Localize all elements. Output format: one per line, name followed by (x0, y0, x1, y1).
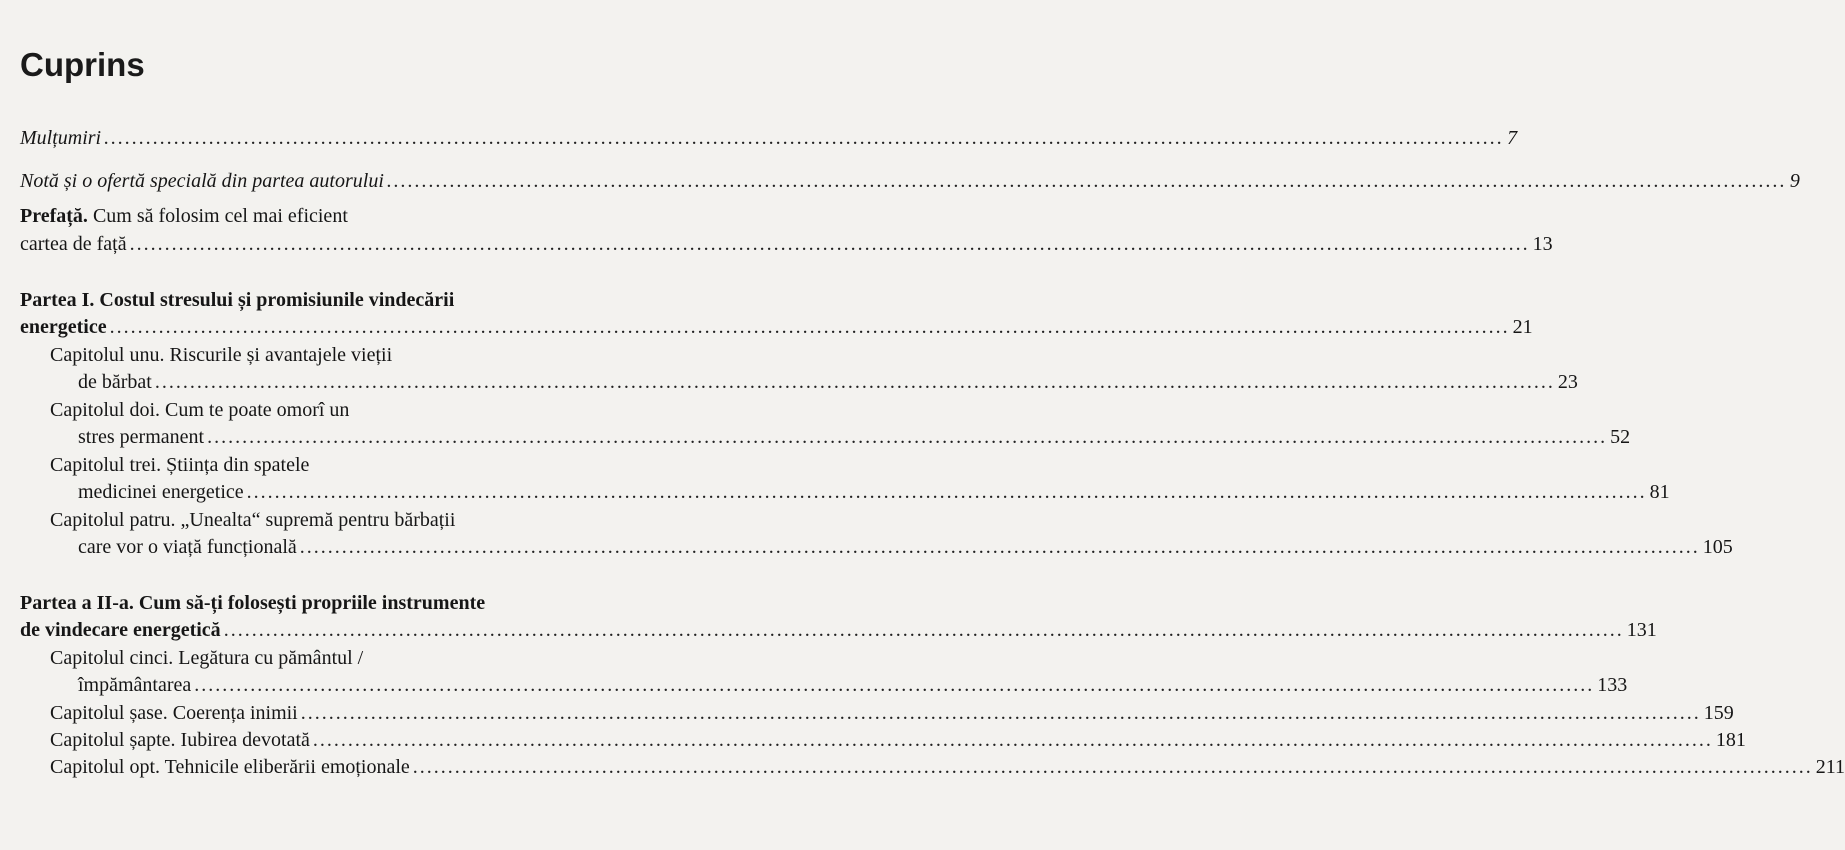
toc-page-number: 9 (1789, 170, 1800, 192)
toc-entry-text: Capitolul șapte. Iubirea devotată (50, 729, 310, 751)
toc-entry-capitolul-sapte (50, 726, 1746, 754)
toc-entry-capitolul-doi-cont (78, 423, 1631, 451)
toc-page-number: 7 (1507, 127, 1518, 149)
toc-entry-text: medicinei energetice (78, 481, 244, 503)
leader-dots: ........................................................................................................................................................................................................ (129, 233, 1530, 255)
toc-entry-prefata-cont (20, 230, 1553, 258)
toc-entry-text: Capitolul unu. Riscurile și avantajele vieții (50, 344, 393, 366)
toc-entry-text: Capitolul cinci. Legătura cu pământul / (50, 647, 364, 669)
leader-dots: ........................................................................................................................................................................................................ (246, 481, 1647, 503)
toc-entry-text: stres permanent (78, 426, 205, 448)
leader-dots: ........................................................................................................................................................................................................ (104, 127, 1505, 149)
toc-entry-capitolul-trei (50, 451, 562, 479)
toc-entry-capitolul-opt (50, 753, 1845, 781)
leader-dots: ........................................................................................................................................................................................................ (194, 674, 1595, 696)
toc-entry-text: Capitolul trei. Știința din spatele (50, 454, 310, 476)
leader-dots: ........................................................................................................................................................................................................ (109, 316, 1510, 338)
leader-dots: ........................................................................................................................................................................................................ (300, 702, 1701, 724)
toc-entry-nota (20, 167, 1800, 195)
toc-page-number: 21 (1512, 316, 1533, 338)
toc-entry-text: de vindecare energetică (20, 619, 221, 641)
toc-page-number: 211 (1815, 756, 1845, 778)
toc-entry-text: Partea a II-a. Cum să-ți folosești propriile instrumente (20, 592, 486, 614)
toc-entry-text: Partea I. Costul stresului și promisiunile vindecării (20, 289, 455, 311)
toc-entry-text: energetice (20, 316, 107, 338)
toc-entry-text: Cum să folosim cel mai eficient (87, 205, 348, 227)
toc-entry-text: Capitolul șase. Coerența inimii (50, 702, 298, 724)
toc-page-number: 52 (1610, 426, 1631, 448)
toc-entry-capitolul-sase (50, 699, 1734, 727)
leader-dots: ........................................................................................................................................................................................................ (299, 536, 1700, 558)
toc-entry-partea-1 (20, 286, 562, 314)
leader-dots: ........................................................................................................................................................................................................ (207, 426, 1608, 448)
toc-entry-capitolul-patru (50, 506, 562, 534)
toc-entry-multumiri (20, 124, 1518, 152)
toc-entry-capitolul-cinci-cont (78, 671, 1628, 699)
toc-entry-capitolul-cinci (50, 644, 562, 672)
toc-page-number: 181 (1715, 729, 1746, 751)
toc-page-number: 23 (1557, 371, 1578, 393)
leader-dots: ........................................................................................................................................................................................................ (386, 170, 1787, 192)
toc-entry-partea-2 (20, 589, 562, 617)
toc-entry-text: Capitolul patru. „Unealta“ supremă pentru bărbații (50, 509, 456, 531)
toc-entry-text: Capitolul doi. Cum te poate omorî un (50, 399, 350, 421)
toc-entry-text: Notă și o ofertă specială din partea autorului (20, 170, 384, 192)
toc-entry-text: care vor o viață funcțională (78, 536, 297, 558)
toc-entry-capitolul-doi (50, 396, 562, 424)
toc-entry-capitolul-trei-cont (78, 478, 1670, 506)
toc-entry-partea-1-cont (20, 313, 1533, 341)
leader-dots: ........................................................................................................................................................................................................ (223, 619, 1624, 641)
toc-entry-bold: Prefață. (20, 205, 88, 227)
toc-entry-text: Capitolul opt. Tehnicile eliberării emoționale (50, 756, 410, 778)
toc-entry-text: împământarea (78, 674, 192, 696)
toc-page-number: 133 (1597, 674, 1628, 696)
toc-page-number: 105 (1702, 536, 1733, 558)
toc-entry-prefata (20, 202, 562, 230)
leader-dots: ........................................................................................................................................................................................................ (412, 756, 1813, 778)
toc-entry-text: de bărbat (78, 371, 152, 393)
toc-entry-text: Mulțumiri (20, 127, 102, 149)
toc-page-number: 13 (1532, 233, 1553, 255)
leader-dots: ........................................................................................................................................................................................................ (154, 371, 1555, 393)
leader-dots: ........................................................................................................................................................................................................ (312, 729, 1713, 751)
toc-page-number: 131 (1626, 619, 1657, 641)
toc-page-number: 159 (1703, 702, 1734, 724)
toc-entry-capitolul-unu-cont (78, 368, 1578, 396)
toc-entry-text: cartea de față (20, 233, 127, 255)
toc-entry-capitolul-patru-cont (78, 533, 1733, 561)
toc-page-number: 81 (1649, 481, 1670, 503)
page-title: Cuprins (20, 46, 145, 83)
toc-entry-partea-2-cont (20, 616, 1657, 644)
toc-entry-capitolul-unu (50, 341, 562, 369)
